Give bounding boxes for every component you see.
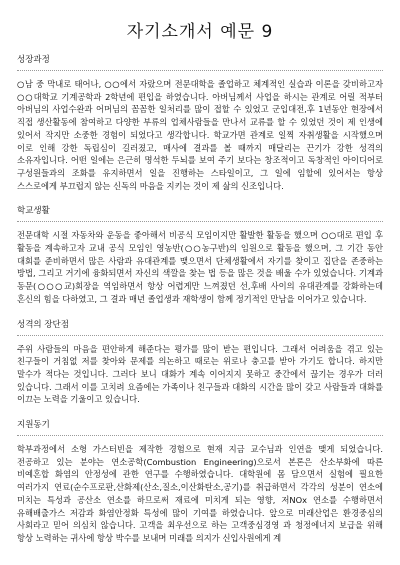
section-divider <box>17 221 383 222</box>
section-divider <box>17 70 383 71</box>
section-growth <box>17 55 383 192</box>
section-body: 전문대학 시절 자동차와 운동을 좋아해서 비공식 모임이지만 활발한 활동을 했으며 ○○대로 편입 후 활동을 계속하고자 교내 공식 모임인 영농반(○○농구반)의 임원으로 활동을 했으며, 그 기간 동안 대회를 준비하면서 많은 사람과 유대관계를 맺으면서 단체생활에서 자기를 찾이고 집단을 존중하는 방법, 그리고 거기에 융화되면서 자신의 색깔을 찾는 법 등을 많은 것을 배울 수가 있었습니다. 기계과 동문(○○○교)회장을 역임하면서 항상 어렵게만 느껴졌던 선,후배 사이의 유대관계를 강화하는데 혼신의 힘을 다하였고, 그 결과 매년 졸업생과 재학생이 함께 정기적인 만남을 이어가고 있습니다. <box>17 230 383 304</box>
section-body: ○남 중 막내로 태어나, ○○에서 자랐으며 전문대학을 졸업하고 체계적인 실습과 이론을 갖비하고자 ○○대학교 기계공학과 2학년에 편입을 하였습니다. 아버님께서 사업을 하시는 관계로 어릴 적부터 아버님의 사업수완과 어머님의 꼼꼼한 일처리를 많이 접할 수 있었고 군입대전,후 1년동안 현장에서 직접 생산활동에 참여하고 다양한 부류의 업체사람들을 만나서 교류를 할 수 있었던 것이 제 인생에 있어서 작지만 소중한 경험이 되었다고 생각합니다. 학교가면 관계로 일찍 자취생활을 시작했으며 이로 인해 강한 독립심이 길러졌고, 매사에 결과를 볼 때까지 매달리는 끈기가 강한 성격의 소유자입니다. 어떤 일에는 은근히 명석한 두뇌를 보여 주기 보다는 창조적이고 독창적인 아이디어로 구성원들과의 조화를 유지하면서 일을 진행하는 스타일이고, 그 일에 임할에 있어서는 항상 스스로에게 부끄럽지 않는 신독의 마음을 지키는 것이 제 삶의 신조입니다. <box>17 79 383 191</box>
section-school-life <box>17 206 383 305</box>
section-body: 학부과정에서 소형 가스터빈을 제작한 경험으로 현재 지금 교수님과 인연을 맺게 되었습니다. 전공하고 있는 분야는 연소공학(Combustion Engineering)으로서 본론은 산소부화에 따른 비예혼합 화염의 안정성에 관한 연구를 수행하였습니다. 대학원에 몸 담으면서 실험에 필요한 여러가지 연료(순수프로판,산화제(산소,질소,이산화탄소,공기)를 취급하면서 각각의 성분이 연소에 미치는 특성과 공산소 연소를 하므로써 재료에 미치게 되는 영향, 저NOx 연소를 수행하면서 유해배출가스 저감과 화염안정화 특성에 많이 기여를 하였습니다. 앞으로 미래산업은 환경중심의 사회라고 믿어 의심치 않습니다. 고객을 최우선으로 하는 고객중심경영 과 청정에너지 보급을 위해 항상 노력하는 귀사에 항상 박수를 보내며 미래를 의지가 신입사원에게 계 <box>17 444 383 543</box>
section-heading: 성격의 장단점 <box>17 319 69 330</box>
document-title: 자기소개서 예문 9 <box>126 22 274 42</box>
section-personality <box>17 320 383 407</box>
section-motivation <box>17 420 383 545</box>
section-body: 주위 사람들의 마음을 편안하게 해준다는 평가를 많이 받는 편입니다. 그래서 어려움을 겪고 있는 친구들이 거침없 저를 찾아와 문제를 의논하고 때로는 위로나 충고를 받아 가기도 합니다. 하지만 말수가 적다는 것입니다. 그러다 보니 대화가 계속 이어지지 못하고 중간에서 끊기는 경우가 더러 있습니다. 그래서 이를 고치려 요즘에는 가족이나 친구들과 대화의 시간을 많이 갖고 사람들과 대화를 이끄는 노력을 기울이고 있습니다. <box>17 343 383 405</box>
section-heading: 학교생활 <box>17 206 50 217</box>
section-heading: 성장과정 <box>17 55 50 65</box>
section-divider <box>17 435 383 436</box>
section-heading: 지원동기 <box>17 420 50 431</box>
section-divider <box>17 335 383 336</box>
